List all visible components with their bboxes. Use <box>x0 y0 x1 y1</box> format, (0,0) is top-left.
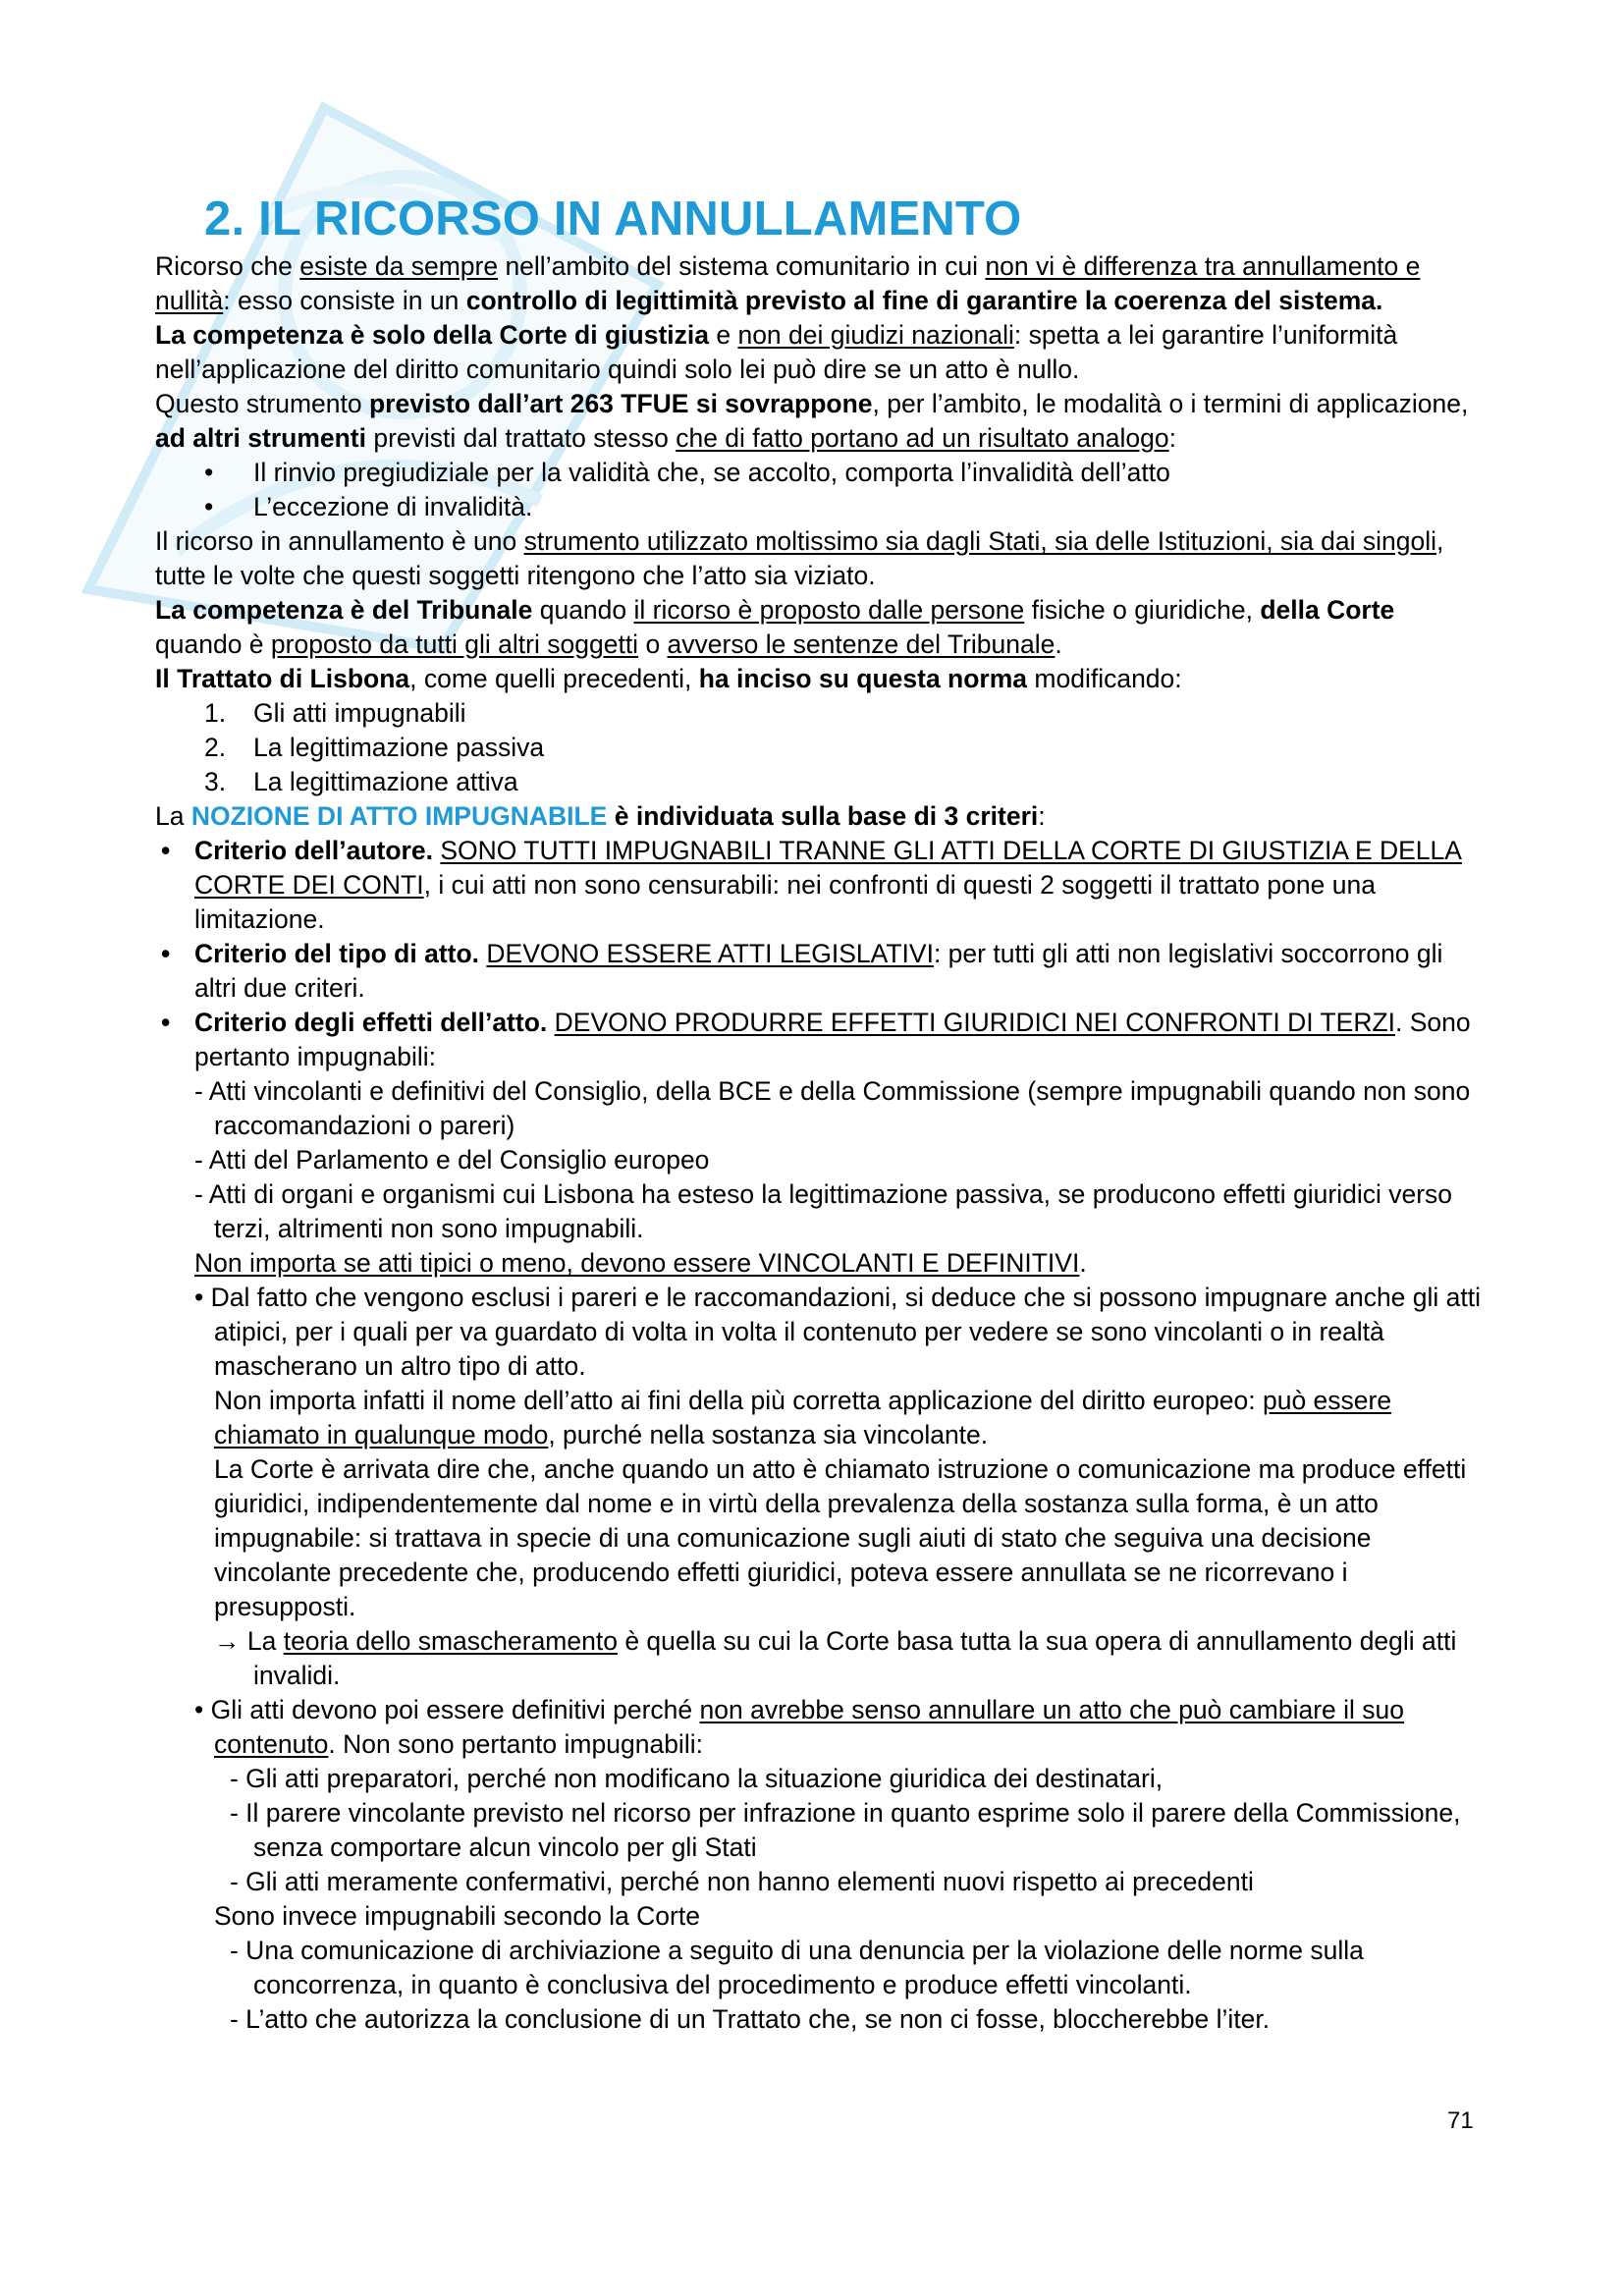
paragraph-nome-atto: Non importa infatti il nome dell’atto ai fini della più corretta applicazione del diritto europeo: può essere chiamato in qualunque modo, purché nella sostanza sia vincolante. <box>214 1386 1392 1449</box>
bullet-list-strumenti <box>155 456 1481 524</box>
dash-item: - Una comunicazione di archiviazione a seguito di una denuncia per la violazione delle norme sulla concorrenza, in quanto è conclusiva del procedimento e produce effetti vincolanti. <box>230 1936 1364 1999</box>
dash-item: - L’atto che autorizza la conclusione di un Trattato che, se non ci fosse, bloccherebbe l’iter. <box>230 2004 1271 2034</box>
dash-item: - Atti di organi e organismi cui Lisbona ha esteso la legittimazione passiva, se producono effetti giuridici verso terzi, altrimenti non sono impugnabili. <box>194 1179 1453 1243</box>
paragraph-nozione: La NOZIONE DI ATTO IMPUGNABILE è individuata sulla base di 3 criteri: <box>155 801 1046 831</box>
dash-item: - Gli atti meramente confermativi, perché non hanno elementi nuovi rispetto ai precedenti <box>230 1867 1254 1896</box>
criteria-list <box>155 834 1481 1074</box>
criterion-tipo: • Criterio del tipo di atto. DEVONO ESSERE ATTI LEGISLATIVI: per tutti gli atti non legislativi soccorrono gli altri due criteri. <box>155 937 1481 1006</box>
page-number: 71 <box>1447 2107 1474 2134</box>
list-item: 2. La legittimazione passiva <box>204 733 545 762</box>
dash-item: - Atti del Parlamento e del Consiglio europeo <box>194 1145 710 1175</box>
criterion-effetti: • Criterio degli effetti dell’atto. DEVONO PRODURRE EFFETTI GIURIDICI NEI CONFRONTI DI TERZI. Sono pertanto impugnabili: <box>155 1006 1481 1074</box>
list-item: 1. Gli atti impugnabili <box>204 698 466 728</box>
bullet-definitivi: • Gli atti devono poi essere definitivi perché non avrebbe senso annullare un atto che può cambiare il suo contenuto. Non sono pertanto impugnabili: <box>194 1695 1404 1759</box>
list-item: • L’eccezione di invalidità. <box>155 490 1481 524</box>
numbered-list <box>155 696 1481 799</box>
paragraph-strumento: Questo strumento previsto dall’art 263 TFUE si sovrappone, per l’ambito, le modalità o i termini di applicazione, ad altri strumenti previsti dal trattato stesso che di fatto portano ad un risultato analogo: <box>155 389 1469 453</box>
paragraph-impugnabili: Sono invece impugnabili secondo la Corte <box>214 1901 700 1931</box>
arrow-note: → La teoria dello smascheramento è quella su cui la Corte basa tutta la sua opera di annullamento degli atti invalidi. <box>214 1626 1457 1690</box>
paragraph-tribunale: La competenza è del Tribunale quando il ricorso è proposto dalle persone fisiche o giuridiche, della Corte quando è proposto da tutti gli altri soggetti o avverso le sentenze del Tribunale. <box>155 595 1395 659</box>
dash-item: - Il parere vincolante previsto nel ricorso per infrazione in quanto esprime solo il parere della Commissione, senza comportare alcun vincolo per gli Stati <box>230 1798 1461 1862</box>
paragraph-corte: La Corte è arrivata dire che, anche quando un atto è chiamato istruzione o comunicazione ma produce effetti giuridici, indipendentemente dal nome e in virtù della prevalenza della sostanza sulla forma, è un atto impugnabile: si trattava in specie di una comunicazione sugli aiuti di stato che seguiva una decisione vincolante precedente che, producendo effetti giuridici, poteva essere annullata se ne ricorrevano i presupposti. <box>214 1454 1467 1621</box>
list-item: 3. La legittimazione attiva <box>204 767 518 796</box>
dash-item: - Atti vincolanti e definitivi del Consiglio, della BCE e della Commissione (sempre impugnabili quando non sono raccomandazioni o pareri) <box>194 1076 1471 1140</box>
bullet-atipici: • Dal fatto che vengono esclusi i pareri e le raccomandazioni, si deduce che si possono impugnare anche gli atti atipici, per i quali per va guardato di volta in volta il contenuto per vedere se sono vincolanti o in realtà mascherano un altro tipo di atto. <box>194 1283 1482 1381</box>
arrow-right-icon: → <box>214 1626 241 1656</box>
dash-item: - Gli atti preparatori, perché non modificano la situazione giuridica dei destinatari, <box>230 1764 1164 1793</box>
paragraph-competenza: La competenza è solo della Corte di giustizia e non dei giudizi nazionali: spetta a lei garantire l’uniformità nell’applicazione del diritto comunitario quindi solo lei può dire se un atto è nullo. <box>155 320 1398 384</box>
paragraph-lisbona: Il Trattato di Lisbona, come quelli precedenti, ha inciso su questa norma modificando: <box>155 664 1182 693</box>
paragraph-intro: Ricorso che esiste da sempre nell’ambito del sistema comunitario in cui non vi è differenza tra annullamento e nullità: esso consiste in un controllo di legittimità previsto al fine di garantire la coerenza del sistema. <box>155 251 1421 315</box>
paragraph-utilizzo: Il ricorso in annullamento è uno strumento utilizzato moltissimo sia dagli Stati, sia delle Istituzioni, sia dai singoli, tutte le volte che questi soggetti ritengono che l’atto sia viziato. <box>155 526 1444 590</box>
list-item: • Il rinvio pregiudiziale per la validità che, se accolto, comporta l’invalidità dell’atto <box>155 456 1481 490</box>
criterion-autore: • Criterio dell’autore. SONO TUTTI IMPUGNABILI TRANNE GLI ATTI DELLA CORTE DI GIUSTIZIA E DELLA CORTE DEI CONTI, i cui atti non sono censurabili: nei confronti di questi 2 soggetti il trattato pone una limitazione. <box>155 834 1481 937</box>
page-title: 2. IL RICORSO IN ANNULLAMENTO <box>204 192 1022 246</box>
document-page <box>155 189 1481 2037</box>
note-vincolanti: Non importa se atti tipici o meno, devono essere VINCOLANTI E DEFINITIVI. <box>194 1248 1087 1278</box>
document-body <box>155 249 1481 2037</box>
